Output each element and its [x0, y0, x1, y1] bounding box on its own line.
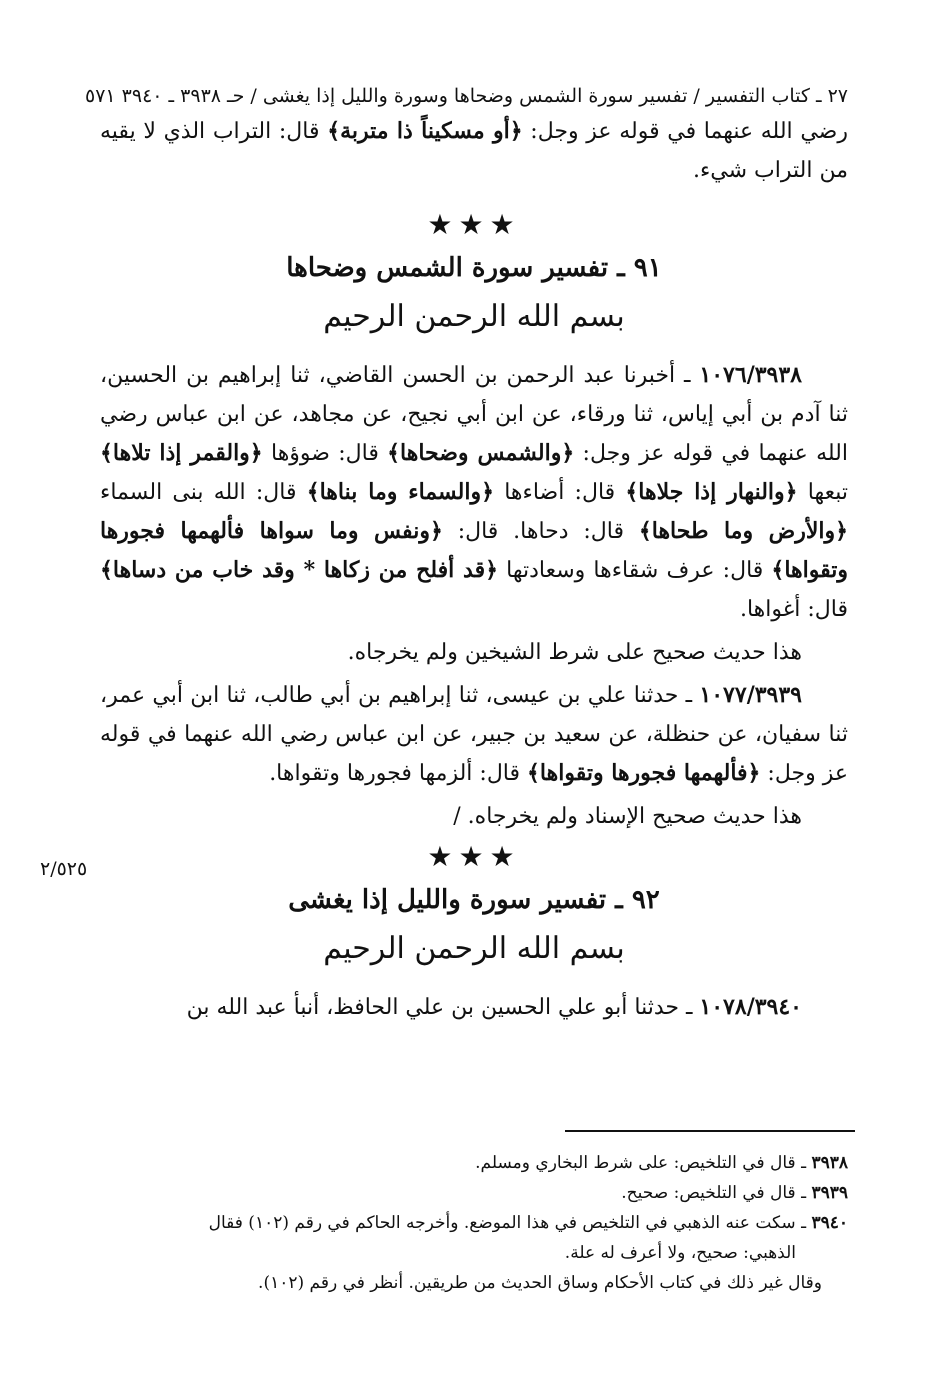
margin-page-note: ٢/٥٢٥ [40, 858, 88, 880]
hadith-3940 [100, 988, 848, 1027]
text: قال: ألزمها فجورها وتقواها. [269, 761, 528, 786]
footnote-continuation: وقال غير ذلك في كتاب الأحكام وساق الحديث من طريقين. أنظر في رقم (١٠٢). [258, 1273, 822, 1293]
text: رضي الله عنهما في قوله عز وجل: [522, 119, 848, 144]
basmala: بسم الله الرحمن الرحيم [323, 299, 625, 334]
quran-quote: ﴿والنهار إذا جلاها﴾ [625, 479, 798, 505]
footnote-item [100, 1208, 848, 1238]
separator-stars: ★★★ [427, 208, 521, 241]
section-title-91: ٩١ ـ تفسير سورة الشمس وضحاها [286, 253, 662, 283]
text: قال: دحاها. قال: [442, 519, 639, 544]
hadith-3939 [100, 676, 848, 793]
quran-quote: ﴿ونفس وما سواها فألهمها فجورها وتقواها﴾ [100, 518, 848, 583]
text: قال: أغواها. [739, 597, 848, 622]
quran-quote: ﴿أو مسكيناً ذا متربة﴾ [327, 118, 523, 144]
footnote-item [100, 1178, 848, 1208]
quran-quote: ﴿قد أفلح من زكاها * وقد خاب من دساها﴾ [100, 557, 498, 583]
text: قال: أضاءها [493, 480, 626, 505]
hadith-number: ١٠٧٦/٣٩٣٨ [699, 362, 802, 388]
footnotes [100, 1148, 848, 1298]
footnote-text: ـ سكت عنه الذهبي في التلخيص في هذا الموضع. وأخرجه الحاكم في رقم (١٠٢) فقال [208, 1213, 812, 1233]
hadith-number: ١٠٧٧/٣٩٣٩ [699, 682, 802, 708]
text: ـ حدثنا علي بن عيسى، ثنا إبراهيم بن أبي طالب، ثنا ابن أبي عمر، ثنا سفيان، عن حنظلة، عن سعيد بن جبير، عن ابن عباس رضي الله عنهما في قوله عز وجل: [100, 683, 848, 786]
quran-quote: ﴿والقمر إذا تلاها﴾ [100, 440, 263, 466]
text: قال: عرف شقاءها وسعادتها [498, 558, 772, 583]
text: قال: الله بنى السماء [100, 480, 307, 505]
footnote-continuation: الذهبي: صحيح، ولا أعرف له علة. [564, 1243, 796, 1263]
footnote-text: ـ قال في التلخيص: على شرط البخاري ومسلم. [475, 1153, 812, 1173]
footnote-number: ٣٩٣٨ [811, 1153, 848, 1173]
page-body [85, 80, 849, 1027]
running-header: ٢٧ ـ كتاب التفسير / تفسير سورة الشمس وضحاها وسورة والليل إذا يغشى / حـ ٣٩٣٨ ـ ٣٩٤٠ ٥٧١ [85, 85, 848, 107]
text: تبعها [797, 480, 848, 505]
hadith-number: ١٠٧٨/٣٩٤٠ [699, 994, 802, 1020]
footnote-number: ٣٩٤٠ [811, 1213, 848, 1233]
quran-quote: ﴿والشمس وضحاها﴾ [387, 440, 575, 466]
text: قال: ضوؤها [262, 441, 388, 466]
quran-quote: ﴿والسماء وما بناها﴾ [306, 479, 494, 505]
footnote-text: ـ قال في التلخيص: صحيح. [621, 1183, 812, 1203]
top-paragraph [100, 112, 848, 190]
quran-quote: ﴿فألهمها فجورها وتقواها﴾ [527, 760, 761, 786]
grading-3938: هذا حديث صحيح على شرط الشيخين ولم يخرجاه. [347, 640, 802, 665]
grading-3939: هذا حديث صحيح الإسناد ولم يخرجاه. / [453, 804, 802, 829]
quran-quote: ﴿والأرض وما طحاها﴾ [638, 518, 849, 544]
hadith-3938 [100, 356, 848, 629]
separator-stars: ★★★ [427, 840, 521, 873]
footnote-item [100, 1148, 848, 1178]
footnote-number: ٣٩٣٩ [811, 1183, 848, 1203]
text: ـ أخبرنا عبد الرحمن بن الحسن القاضي، ثنا إبراهيم بن الحسين، ثنا آدم بن أبي إياس، ثنا ورقاء، عن ابن أبي نجيح، عن مجاهد، عن ابن عباس رضي الله عنهما في قوله عز وجل: [100, 363, 848, 466]
section-title-92: ٩٢ ـ تفسير سورة والليل إذا يغشى [288, 885, 660, 915]
text: ـ حدثنا أبو علي الحسين بن علي الحافظ، أنبأ عبد الله بن [186, 995, 700, 1020]
footnote-divider [565, 1130, 855, 1132]
basmala: بسم الله الرحمن الرحيم [323, 931, 625, 966]
text: قال: التراب الذي لا يقيه من التراب شيء. [100, 119, 848, 183]
